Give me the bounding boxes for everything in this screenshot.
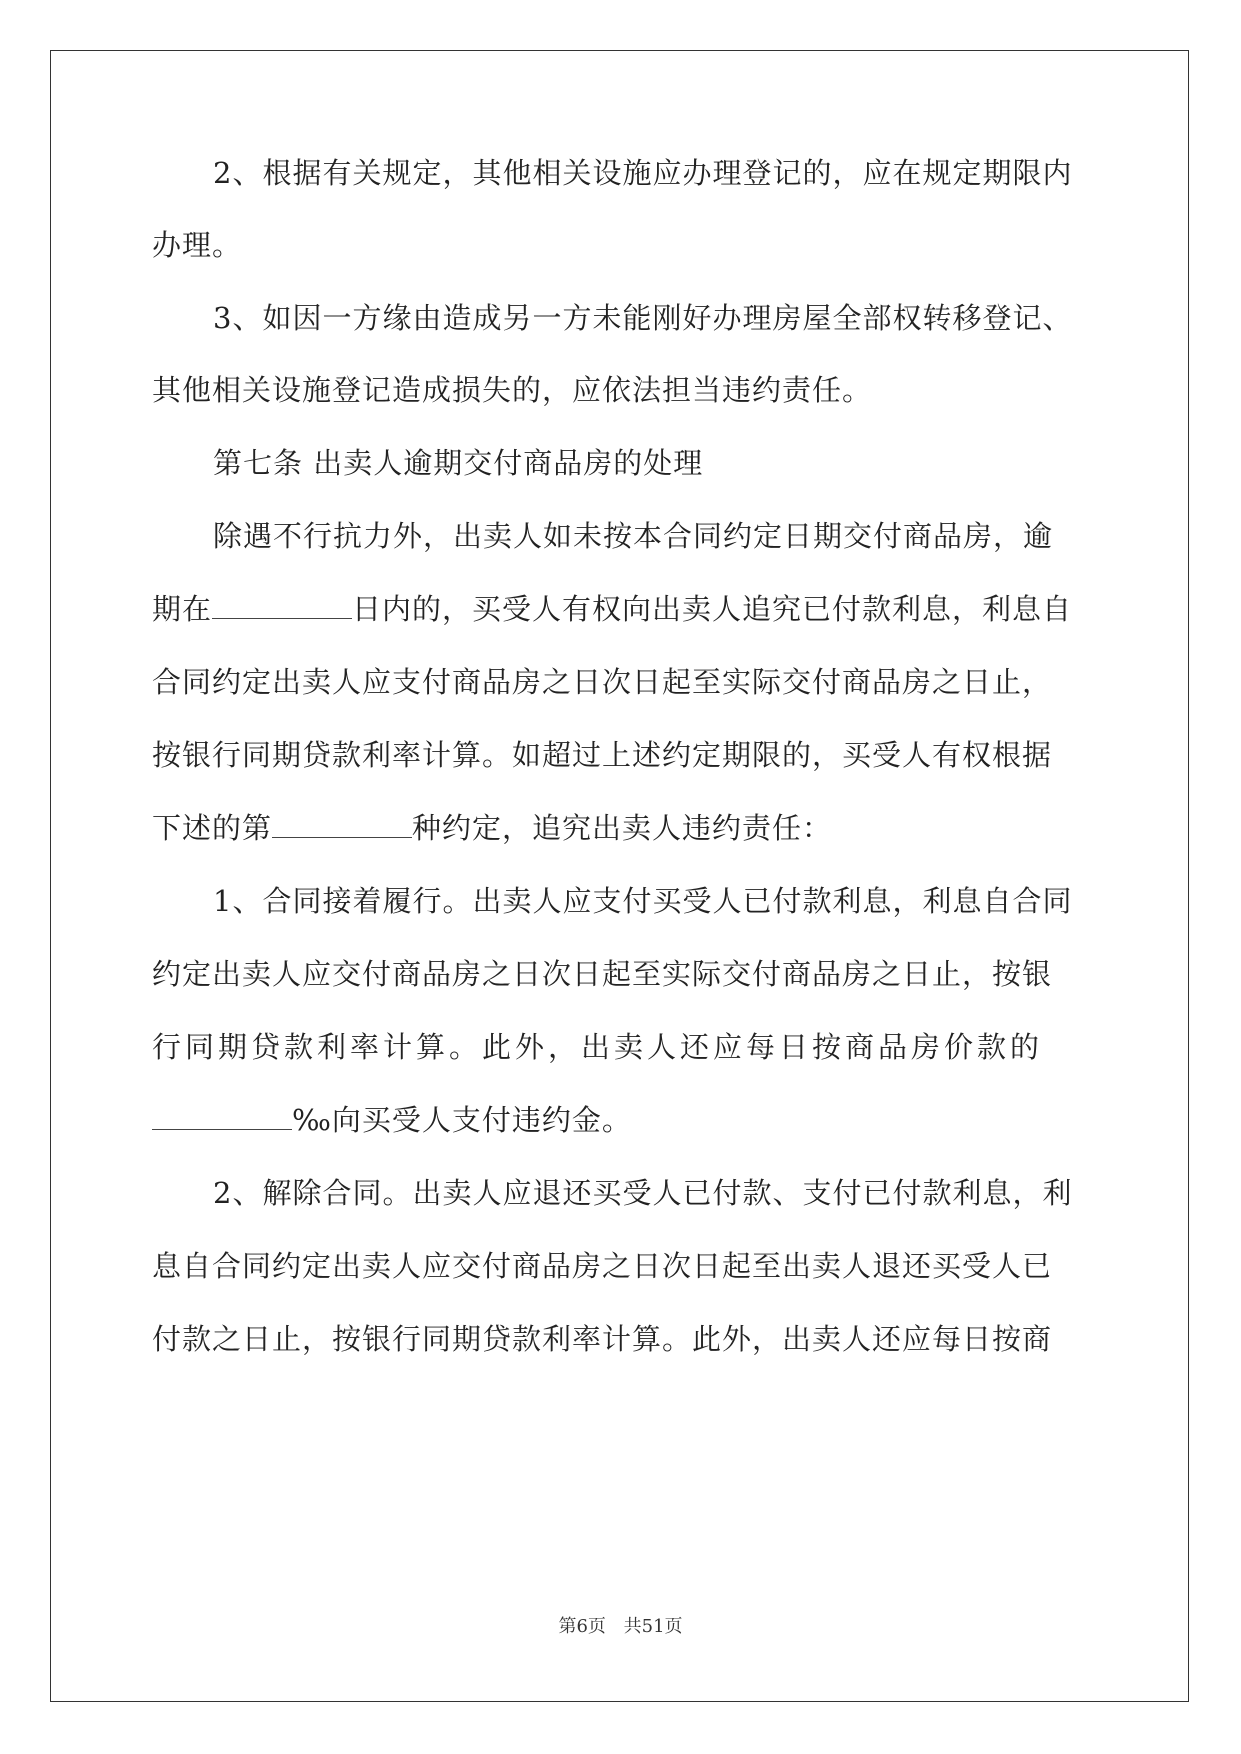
paragraph-line: 2、根据有关规定，其他相关设施应办理登记的，应在规定期限内 <box>213 156 1073 190</box>
paragraph-line: 2、解除合同。出卖人应退还买受人已付款、支付已付款利息，利 <box>213 1176 1073 1210</box>
paragraph-line: 1、合同接着履行。出卖人应支付买受人已付款利息，利息自合同 <box>213 884 1073 918</box>
paragraph-line <box>152 1102 632 1138</box>
fill-in-blank <box>272 811 412 838</box>
paragraph-line: 按银行同期贷款利率计算。如超过上述约定期限的，买受人有权根据 <box>152 738 1053 772</box>
paragraph-line: 约定出卖人应交付商品房之日次日起至实际交付商品房之日止，按银 <box>152 957 1053 991</box>
paragraph-line: 3、如因一方缘由造成另一方未能刚好办理房屋全部权转移登记、 <box>213 301 1073 335</box>
page-number: 第6页 <box>558 1616 606 1637</box>
paragraph-line <box>152 810 832 846</box>
fill-in-blank <box>152 1103 292 1130</box>
text-segment: ‰向买受人支付违约金。 <box>292 1103 632 1137</box>
page-frame <box>50 50 1189 1702</box>
paragraph-line: 行同期贷款利率计算。此外，出卖人还应每日按商品房价款的 <box>152 1030 1044 1064</box>
page-total: 共51页 <box>623 1616 683 1637</box>
text-segment: 下述的第 <box>152 811 273 845</box>
text-segment: 期在 <box>152 592 213 626</box>
paragraph-line: 息自合同约定出卖人应交付商品房之日次日起至出卖人退还买受人已 <box>152 1249 1053 1283</box>
text-segment: 种约定，追究出卖人违约责任： <box>412 811 833 845</box>
paragraph-line: 办理。 <box>152 228 243 262</box>
paragraph-line: 除遇不行抗力外，出卖人如未按本合同约定日期交付商品房，逾 <box>213 519 1054 553</box>
paragraph-line: 其他相关设施登记造成损失的，应依法担当违约责任。 <box>152 373 873 407</box>
page-footer <box>0 1612 1241 1638</box>
paragraph-line: 付款之日止，按银行同期贷款利率计算。此外，出卖人还应每日按商 <box>152 1322 1053 1356</box>
paragraph-line: 合同约定出卖人应支付商品房之日次日起至实际交付商品房之日止， <box>152 665 1053 699</box>
paragraph-line <box>152 591 1072 627</box>
section-heading: 第七条 出卖人逾期交付商品房的处理 <box>213 446 704 480</box>
fill-in-blank <box>212 592 352 619</box>
text-segment: 日内的，买受人有权向出卖人追究已付款利息，利息自 <box>352 592 1073 626</box>
